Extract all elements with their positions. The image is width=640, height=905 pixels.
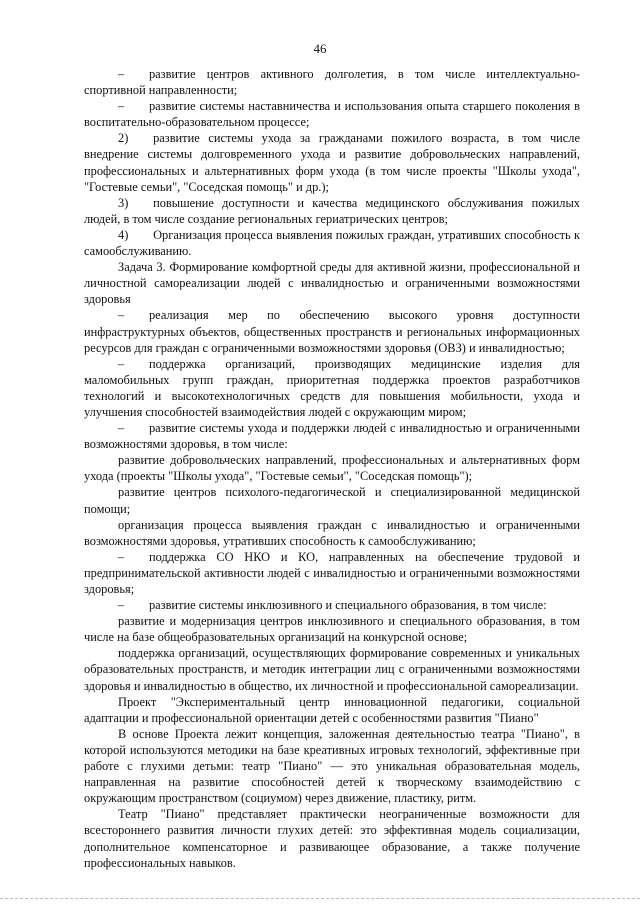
paragraph: – развитие центров активного долголетия, в том числе интеллектуально-спортивной направленности;	[84, 67, 580, 98]
paragraph: 4) Организация процесса выявления пожилых граждан, утративших способность к самообслуживанию.	[84, 227, 580, 259]
paragraph: 2) развитие системы ухода за гражданами пожилого возраста, в том числе внедрение системы долговременного ухода и развитие добровольческих направлений, профессиональных и альтернативных форм ухода (в том числе проекты "Школы ухода", "Гостевые семьи", "Соседская помощь" и др.);	[84, 131, 580, 194]
paragraph: 3) повышение доступности и качества медицинского обслуживания пожилых людей, в том числе создание региональных гериатрических центров;	[84, 195, 580, 226]
paragraph: – поддержка СО НКО и КО, направленных на обеспечение трудовой и предпринимательской активности людей с инвалидностью и ограниченными возможностями здоровья;	[84, 549, 580, 596]
paragraph: – развитие системы наставничества и использования опыта старшего поколения в воспитательно-образовательном процессе;	[84, 99, 580, 130]
paragraph: поддержка организаций, осуществляющих формирование современных и уникальных образовательных пространств, и методик интеграции лиц с ограниченными возможностями здоровья и инвалидностью в общество, их личностной и профессиональной самореализации.	[84, 646, 580, 693]
paragraph: развитие центров психолого-педагогической и специализированной медицинской помощи;	[84, 485, 580, 516]
document-body	[84, 66, 580, 871]
paragraph: – реализация мер по обеспечению высокого уровня доступности инфраструктурных объектов, общественных пространств и региональных информационных ресурсов для граждан с ограниченными возможностями здоровья (ОВЗ) и инвалидностью;	[84, 308, 580, 355]
paragraph: Театр "Пиано" представляет практически неограниченные возможности для всестороннего развития личности глухих детей: это эффективная модель социализации, дополнительное компенсаторное и развивающее образование, а также получение профессиональных навыков.	[84, 807, 580, 870]
project-title: Проект "Экспериментальный центр инновационной педагогики, социальной адаптации и профессиональной ориентации детей с особенностями развития "Пиано"	[84, 694, 580, 725]
page-bottom-edge	[0, 898, 640, 899]
paragraph: В основе Проекта лежит концепция, заложенная деятельностью театра "Пиано", в которой используются методики на базе креативных игровых технологий, эффективные при работе с глухими детьми: театр "Пиано" — это уникальная образовательная модель, направленная на развитие способностей детей к творческому взаимодействию с окружающим пространством (социумом) через движение, пластику, ритм.	[84, 726, 580, 806]
paragraph: Задача 3. Формирование комфортной среды для активной жизни, профессиональной и личностной самореализации людей с инвалидностью и ограниченными возможностями здоровья	[84, 260, 580, 307]
paragraph: развитие добровольческих направлений, профессиональных и альтернативных форм ухода (проекты "Школы ухода", "Гостевые семьи", "Соседская помощь");	[84, 453, 580, 484]
paragraph: организация процесса выявления граждан с инвалидностью и ограниченными возможностями здоровья, утративших способность к самообслуживанию;	[84, 517, 580, 548]
paragraph: – поддержка организаций, производящих медицинские изделия для маломобильных групп граждан, приоритетная поддержка проектов разработчиков технологий и высокотехнологичных средств для повышения мобильности, ухода и улучшения способностей взаимодействия людей с окружающим миром;	[84, 356, 580, 419]
paragraph: – развитие системы инклюзивного и специального образования, в том числе:	[118, 598, 547, 613]
paragraph: развитие и модернизация центров инклюзивного и специального образования, в том числе на базе общеобразовательных организаций на конкурсной основе;	[84, 614, 580, 645]
page-number: 46	[313, 41, 327, 56]
paragraph: – развитие системы ухода и поддержки людей с инвалидностью и ограниченными возможностями здоровья, в том числе:	[84, 421, 580, 452]
